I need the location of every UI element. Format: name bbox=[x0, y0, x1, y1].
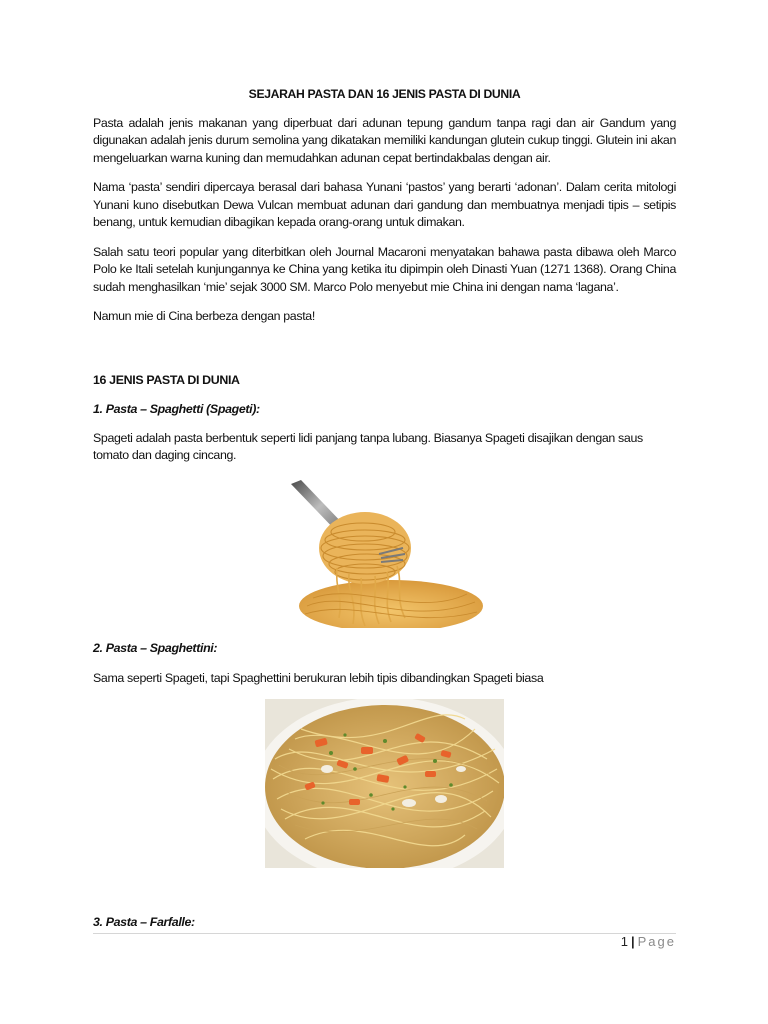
item-3-heading: 3. Pasta – Farfalle: bbox=[93, 914, 195, 929]
spaghettini-soup-image bbox=[93, 699, 676, 868]
item-2-text: Sama seperti Spageti, tapi Spaghettini berukuran lebih tipis dibandingkan Spageti biasa bbox=[93, 671, 544, 685]
document-title: SEJARAH PASTA DAN 16 JENIS PASTA DI DUNIA bbox=[248, 87, 521, 101]
page-label: Page bbox=[637, 934, 676, 949]
page-number: 1 bbox=[620, 934, 628, 949]
section-spacer bbox=[93, 338, 676, 372]
spaghetti-fork-image bbox=[93, 478, 676, 628]
item-1-heading: 1. Pasta – Spaghetti (Spageti): bbox=[93, 402, 260, 416]
item-1-text: Spageti adalah pasta berbentuk seperti lidi panjang tanpa lubang. Biasanya Spageti disajikan dengan saus tomato dan daging cincang. bbox=[93, 430, 643, 462]
intro-paragraph-4: Namun mie di Cina berbeza dengan pasta! bbox=[93, 309, 315, 323]
intro-paragraph-2: Nama ‘pasta’ sendiri dipercaya berasal dari bahasa Yunani ‘pastos’ yang berarti ‘adonan’. Dalam cerita mitologi Yunani kuno disebutkan Dewa Vulcan membuat adunan dari gandung dan membuatnya menjadi tipis – setipis benang, untuk kemudian dibagikan kepada orang-orang untuk dimakan. bbox=[93, 180, 676, 229]
section-heading: 16 JENIS PASTA DI DUNIA bbox=[93, 372, 240, 387]
item-2-heading: 2. Pasta – Spaghettini: bbox=[93, 640, 218, 655]
page-footer bbox=[93, 933, 676, 951]
footer-separator: | bbox=[630, 934, 635, 949]
spaghetti-on-fork-photo bbox=[287, 478, 483, 628]
intro-paragraph-1: Pasta adalah jenis makanan yang diperbuat dari adunan tepung gandum tanpa ragi dan air Gandum yang digunakan adalah jenis durum semolina yang dikatakan memiliki kandungan glutein cukup tinggi. Glutein ini akan mengeluarkan warna kuning dan memudahkan adunan cepat bertindakbalas dengan air. bbox=[93, 115, 676, 165]
spaghettini-soup-photo bbox=[265, 699, 504, 868]
document-body bbox=[93, 86, 676, 931]
intro-paragraph-3: Salah satu teori popular yang diterbitkan oleh Journal Macaroni menyatakan bahawa pasta dibawa oleh Marco Polo ke Itali setelah kunjungannya ke China yang ketika itu dipimpin oleh Dinasti Yuan (1271 1368). Orang China sudah menghasilkan ‘mie’ sejak 3000 SM. Marco Polo menyebut mie China ini dengan nama ‘lagana’. bbox=[93, 244, 676, 294]
